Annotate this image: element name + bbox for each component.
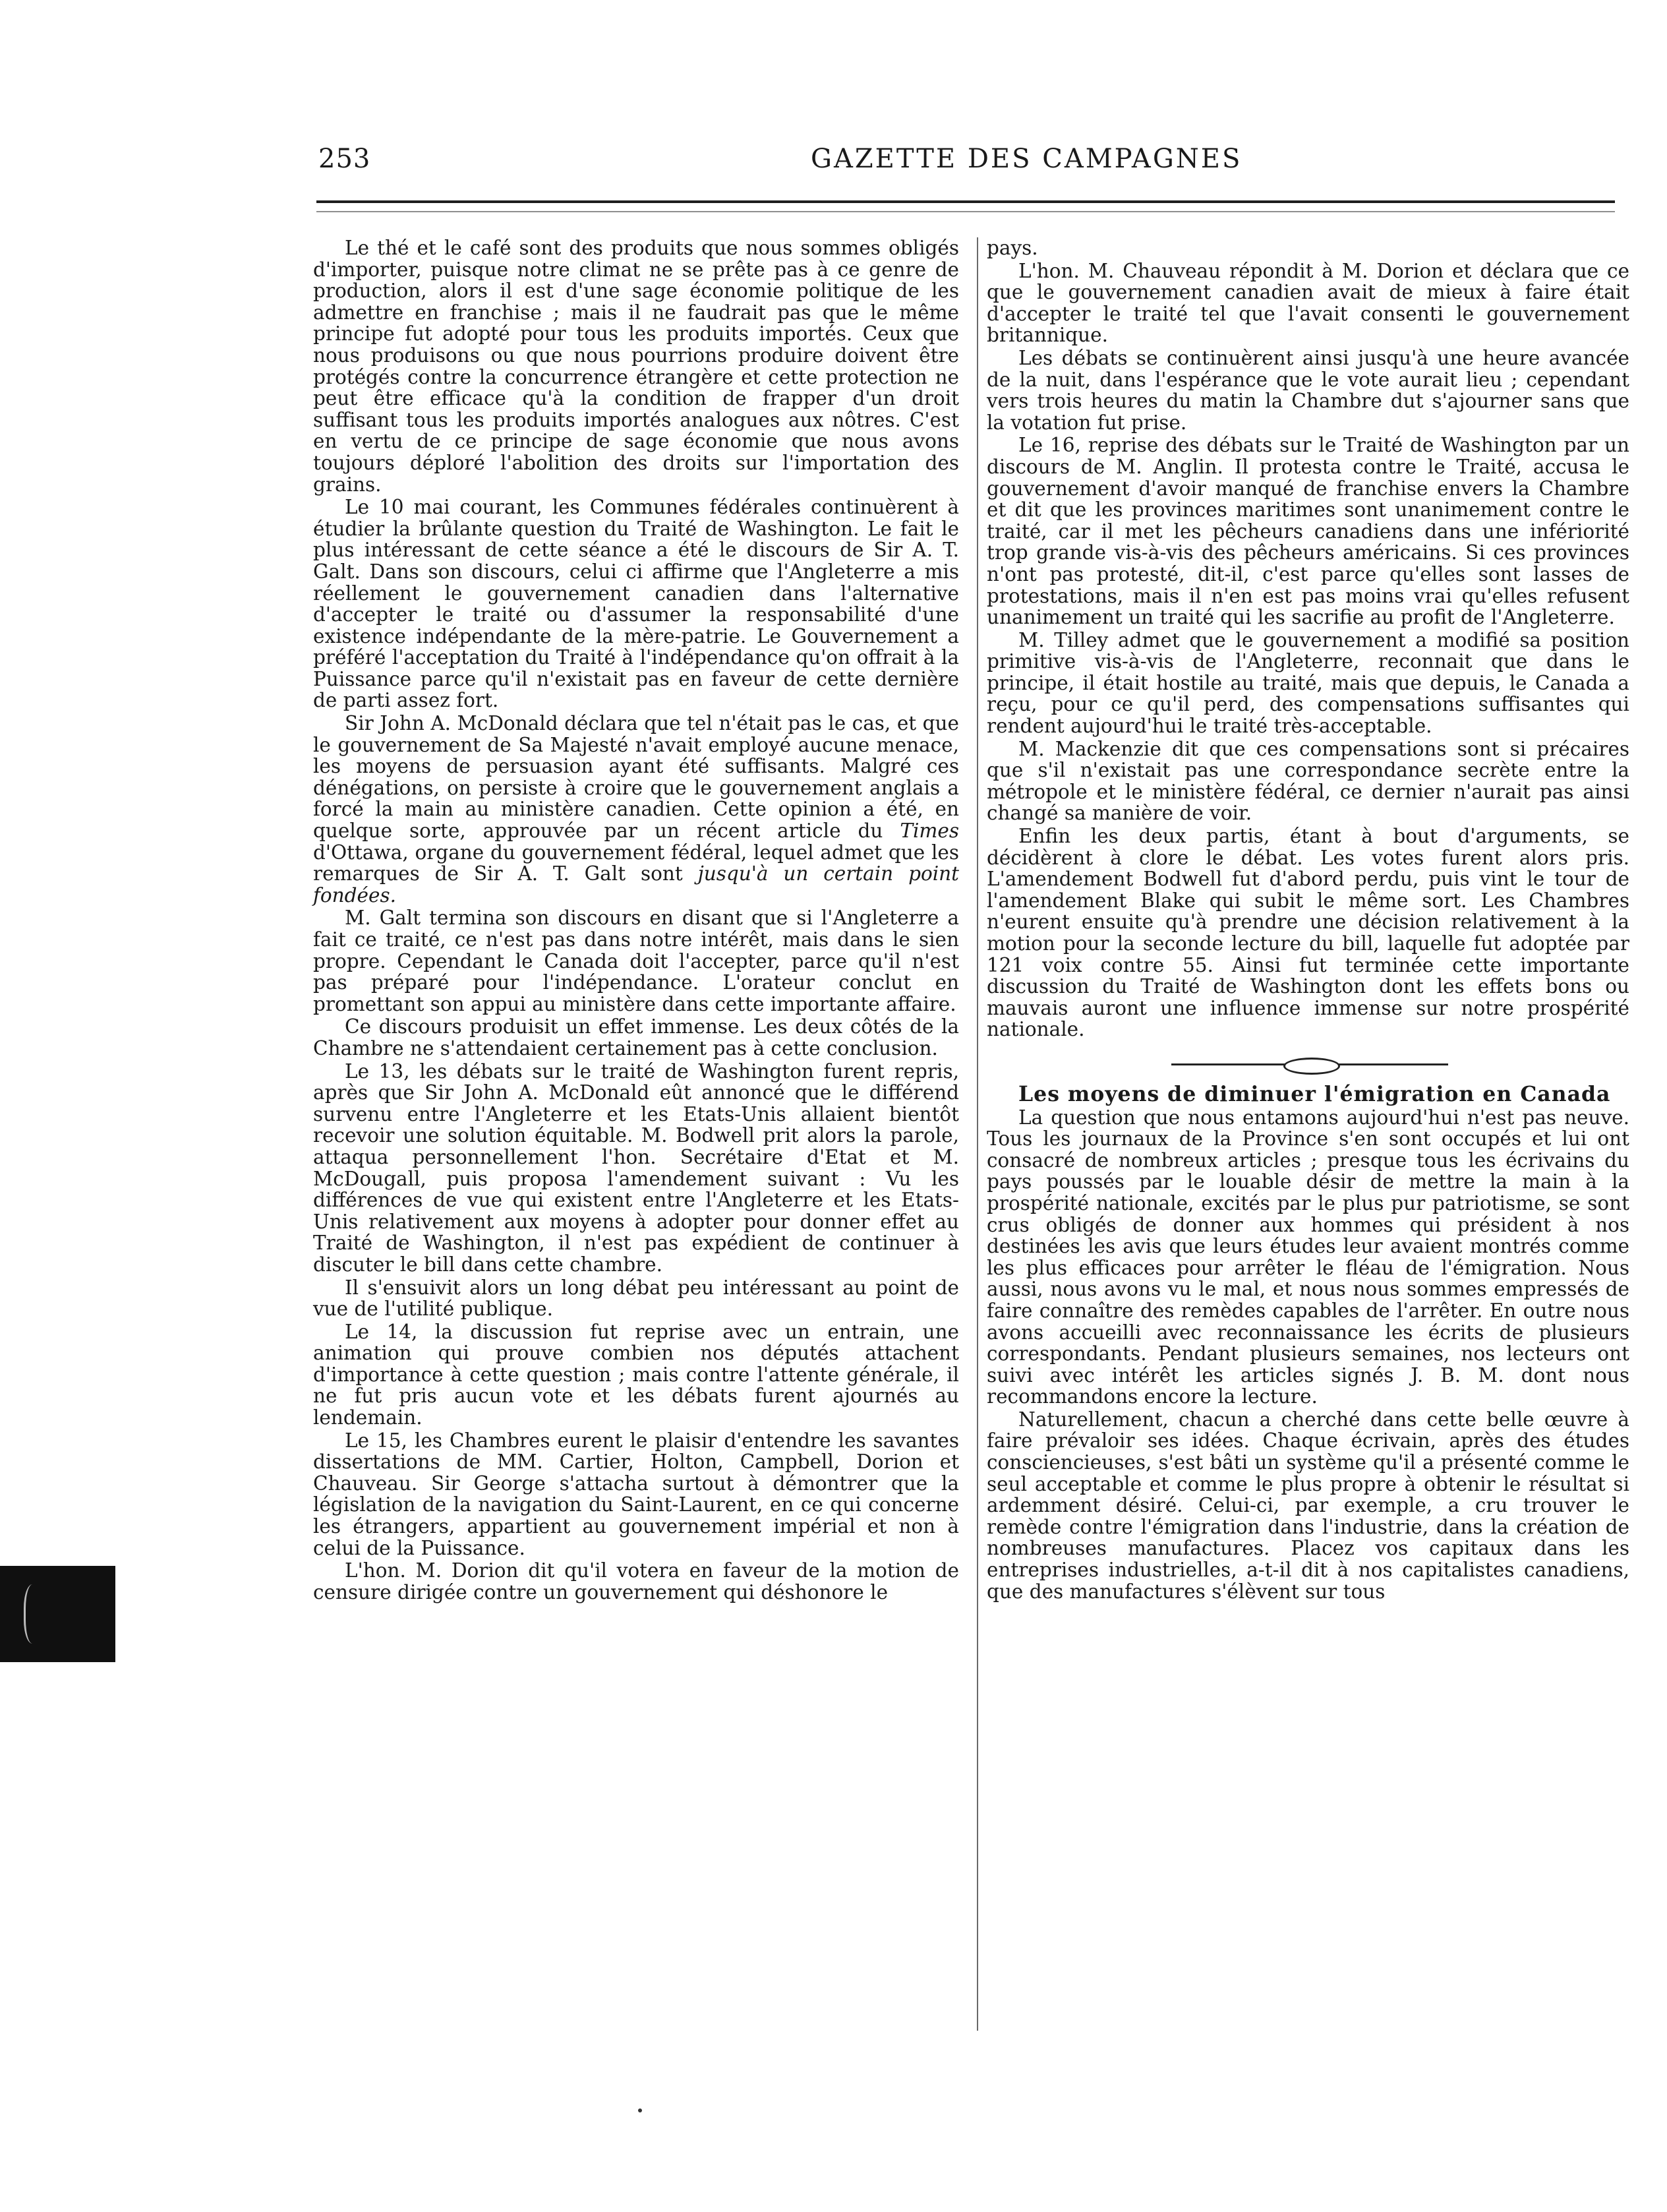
paragraph: M. Galt termina son discours en disant que si l'Angleterre a fait ce traité, ce n'est pas dans notre intérêt, mais dans le sien propre. Cependant le Canada doit l'accepter, parce qu'il n'est pas préparé pour l'indépendance. L'orateur conclut en promettant son appui au ministère dans cette importante affaire. [313,907,959,1015]
paragraph: La question que nous entamons aujourd'hui n'est pas neuve. Tous les journaux de la Province s'en sont occupés et lui ont consacré de nombreux articles ; presque tous les écrivains du pays poussés par le louable désir de mettre la main à la prospérité nationale, excités par le plus pur patriotisme, se sont crus obligés de donner aux hommes qui président à nos destinées les avis que leurs études leur avaient montrés comme les plus efficaces pour arrêter le fléau de l'émigration. Nous aussi, nous avons vu le mal, et nous nous sommes empressés de faire connaître des remèdes capables de l'arrêter. En outre nous avons accueilli avec reconnaissance les écrits de plusieurs correspondants. Pendant plusieurs semaines, nos lecteurs ont suivi avec intérêt les articles signés J. B. M. dont nous recommandons encore la lecture. [987,1106,1629,1408]
header-rule [316,200,1615,203]
paragraph: Il s'ensuivit alors un long débat peu intéressant au point de vue de l'utilité publique. [313,1276,959,1321]
running-title: GAZETTE DES CAMPAGNES [811,144,1243,174]
paragraph: Naturellement, chacun a cherché dans cette belle œuvre à faire prévaloir ses idées. Chaque écrivain, après des études consciencieuses, s'est bâti un système qu'il a présenté comme le seul acceptable et comme le plus propre à obtenir le résultat si ardemment désiré. Celui-ci, par exemple, a cru trouver le remède contre l'émigration dans l'industrie, dans la création de nombreuses manufactures. Placez vos capitaux dans les entreprises industrielles, a-t-il dit à nos capitalistes canadiens, que des manufactures s'élèvent sur tous [987,1408,1629,1603]
paragraph: M. Mackenzie dit que ces compensations sont si précaires que s'il n'existait pas une correspondance secrète entre la métropole et le ministère fédéral, ce dernier n'aurait pas ainsi changé sa manière de voir. [987,737,1629,825]
italic-run: jusqu'à un certain point fondées. [313,862,960,907]
text-run: Sir John A. McDonald déclara que tel n'était pas le cas, et que le gouvernement de Sa Majesté n'avait employé aucune menace, les moyens de persuasion ayant été suffisants. Malgré ces dénégations, on persiste à croire que le gouvernement anglais a forcé la main au ministère canadien. Cette opinion a été, en quelque sorte, approuvée par un récent article du [313,712,959,843]
left-column [313,237,959,1604]
paragraph: L'hon. M. Dorion dit qu'il votera en faveur de la motion de censure dirigée contre un gouvernement qui déshonore le [313,1559,959,1603]
scan-margin-mark [0,1566,115,1662]
paragraph: Le 16, reprise des débats sur le Traité de Washington par un discours de M. Anglin. Il protesta contre le Traité, accusa le gouvernement d'avoir manqué de franchise envers la Chambre et dit que les provinces maritimes sont unanimement contre le traité, car il met les pêcheurs canadiens dans une infériorité trop grande vis-à-vis des pêcheurs américains. Si ces provinces n'ont pas protesté, dit-il, c'est parce qu'elles sont lasses de protestations, mais il n'en est pas moins vrai qu'elles refusent unanimement un traité qui les sacrifie au profit de l'Angleterre. [987,434,1629,629]
italic-run: Times [900,820,959,843]
right-column [987,237,1629,1603]
page-number: 253 [318,144,371,174]
paragraph: Le thé et le café sont des produits que nous sommes obligés d'importer, puisque notre climat ne se prête pas à ce genre de production, alors il est d'une sage économie politique de les admettre en franchise ; mais il ne faudrait pas que le même principe fut adopté pour tous les produits importés. Ceux que nous produisons ou que nous pourrions produire doivent être protégés contre la concurrence étrangère et cette protection ne peut être efficace qu'à la condition de frapper d'un droit suffisant tous les produits importés analogues aux nôtres. C'est en vertu de ce principe de sage économie que nous avons toujours déploré l'abolition des droits sur l'importation des grains. [313,237,959,496]
section-title: Les moyens de diminuer l'émigration en Canada [1018,1081,1611,1106]
scan-margin-mark-inner [24,1584,45,1644]
paragraph: pays. [987,237,1038,259]
paragraph: Le 14, la discussion fut reprise avec un entrain, une animation qui prouve combien nos députés attachent d'importance à cette question ; mais contre l'attente générale, il ne fut pris aucun vote et les débats furent ajournés au lendemain. [313,1320,959,1429]
paragraph [313,713,959,906]
text-run: d'Ottawa, organe du gouvernement fédéral, lequel admet que les remarques de Sir A. T. Galt sont [313,841,959,885]
paragraph: Le 10 mai courant, les Communes fédérales continuèrent à étudier la brûlante question du Traité de Washington. Le fait le plus intéressant de cette séance a été le discours de Sir A. T. Galt. Dans son discours, celui ci affirme que l'Angleterre a mis réellement le gouvernement canadien dans l'alternative d'accepter le traité ou d'assumer la responsabilité d'une existence indépendante de la mère-patrie. Le Gouvernement a préféré l'acceptation du Traité à l'indépendance qu'on offrait à la Puissance parce qu'il n'existait pas en faveur de cette dernière de parti assez fort. [313,496,959,712]
paragraph: Le 15, les Chambres eurent le plaisir d'entendre les savantes dissertations de MM. Cartier, Holton, Campbell, Dorion et Chauveau. Sir George s'attacha surtout à démontrer que la législation de la navigation du Saint-Laurent, en ce qui concerne les étrangers, appartient au gouvernement impérial et non à celui de la Puissance. [313,1429,959,1559]
ornament-knot [1283,1058,1340,1075]
paragraph: Ce discours produisit un effet immense. Les deux côtés de la Chambre ne s'attendaient certainement pas à cette conclusion. [313,1015,959,1060]
paragraph: Le 13, les débats sur le traité de Washington furent repris, après que Sir John A. McDonald eût annoncé que le différend survenu entre l'Angleterre et les Etats-Unis allaient bientôt recevoir une solution équitable. M. Bodwell prit alors la parole, attaqua personnellement l'hon. Secrétaire d'Etat et M. McDougall, puis proposa l'amendement suivant : Vu les différences de vue qui existent entre l'Angleterre et les Etats-Unis relativement aux moyens à adopter pour donner effet au Traité de Washington, il n'est pas expédient de continuer à discuter le bill dans cette chambre. [313,1060,959,1276]
column-divider [977,237,978,2031]
header-rule-secondary [316,211,1615,212]
paragraph: L'hon. M. Chauveau répondit à M. Dorion et déclara que ce que le gouvernement canadien avait de mieux à faire était d'accepter le traité tel que l'avait consenti le gouvernement britannique. [987,259,1629,347]
paragraph: Les débats se continuèrent ainsi jusqu'à une heure avancée de la nuit, dans l'espérance que le vote aurait lieu ; cependant vers trois heures du matin la Chambre dut s'ajourner sans que la votation fut prise. [987,346,1629,434]
speck [638,2108,642,2112]
paragraph: M. Tilley admet que le gouvernement a modifié sa position primitive vis-à-vis de l'Angleterre, reconnait que dans le principe, il était hostile au traité, mais que depuis, le Canada a reçu, pour ce qu'il perd, des compensations suffisantes qui rendent aujourd'hui le traité très-acceptable. [987,628,1629,738]
paragraph: Enfin les deux partis, étant à bout d'arguments, se décidèrent à clore le débat. Les votes furent alors pris. L'amendement Bodwell fut d'abord perdu, puis vint le tour de l'amendement Blake qui subit le même sort. Les Chambres n'eurent ensuite qu'à prendre une décision relativement à la motion pour la seconde lecture du bill, laquelle fut adoptée par 121 voix contre 55. Ainsi fut terminée cette importante discussion du Traité de Washington dont les effets bons ou mauvais auront une influence immense sur notre prospérité nationale. [987,825,1629,1041]
section-ornament [987,1052,1629,1076]
